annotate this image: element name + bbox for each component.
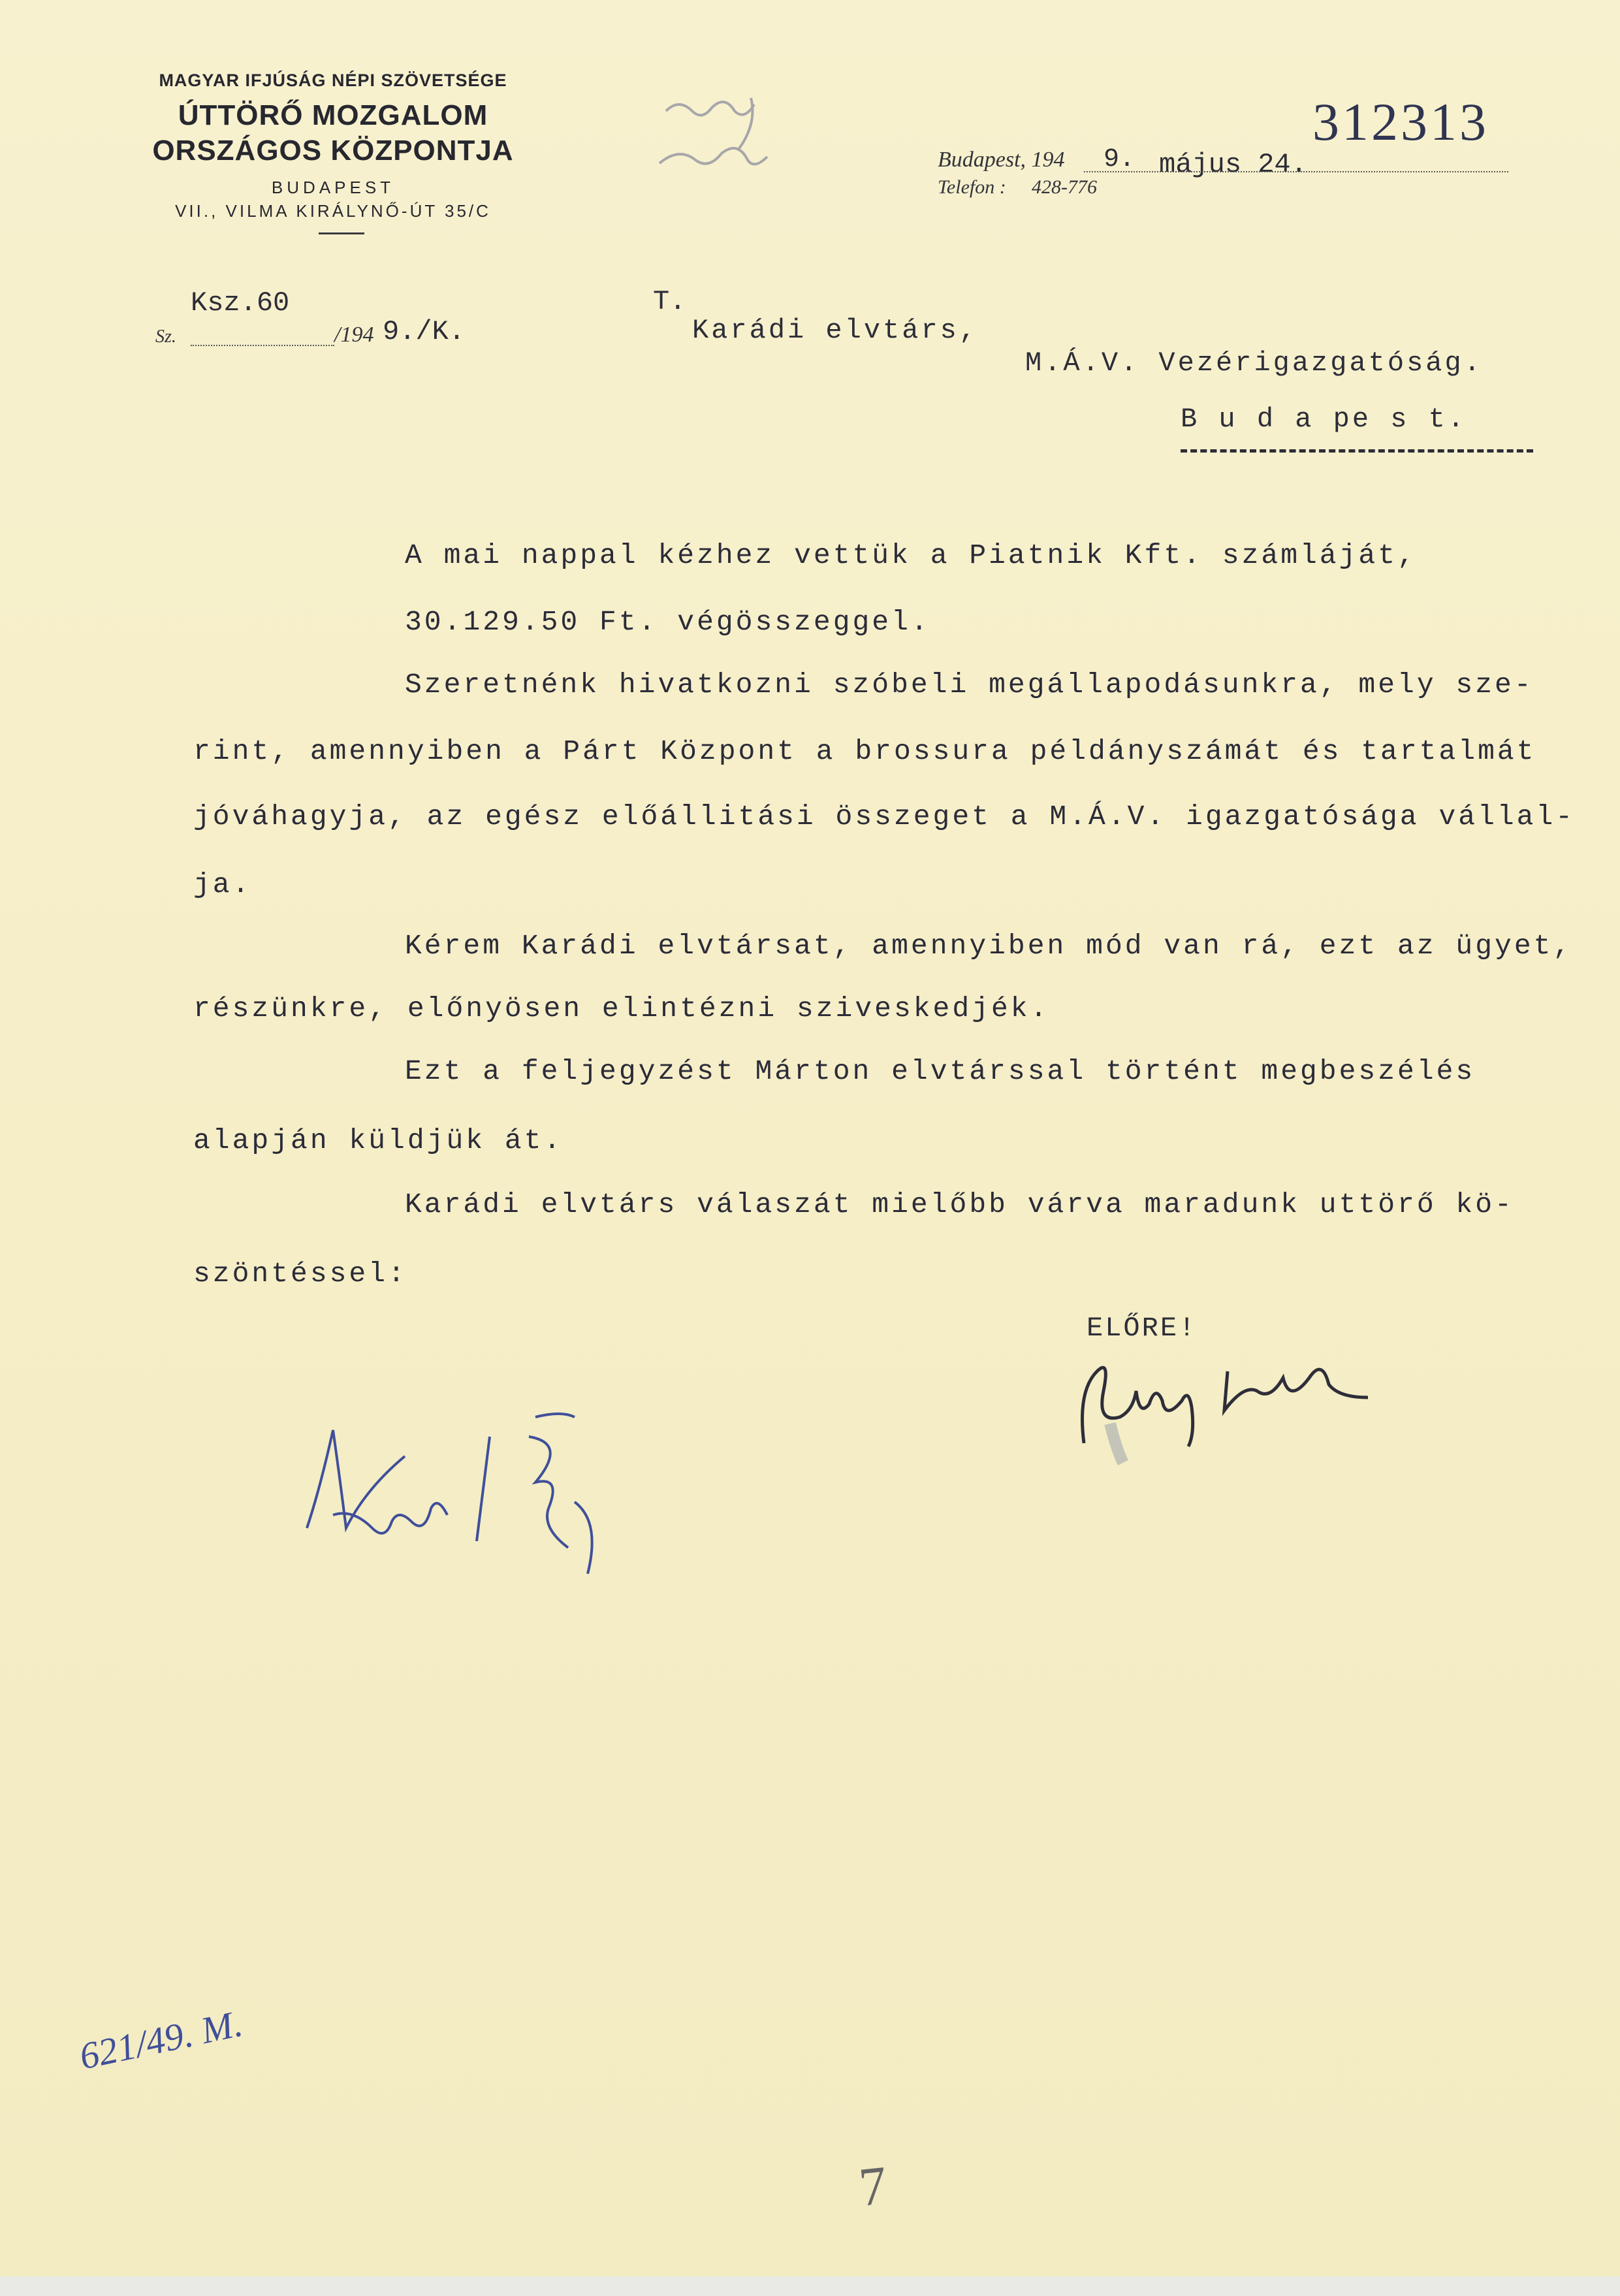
pencil-scribble-icon: [653, 85, 823, 215]
recipient-organization: M.Á.V. Vezérigazgatóság.: [1025, 347, 1483, 379]
body-line-3: Szeretnénk hivatkozni szóbeli megállapodásunkra, mely sze-: [405, 669, 1534, 701]
body-line-4: rint, amennyiben a Párt Központ a brossura példányszámát és tartalmát: [193, 735, 1536, 767]
phone-number: 428-776: [1032, 176, 1097, 198]
reference-year-prefix: /194: [334, 323, 374, 347]
body-line-7: Kérem Karádi elvtársat, amennyiben mód van rá, ezt az ügyet,: [405, 930, 1573, 962]
letterhead-city: BUDAPEST: [271, 178, 395, 197]
letterhead-organization: MAGYAR IFJÚSÁG NÉPI SZÖVETSÉGE: [159, 71, 507, 90]
date-dotted-line: [1084, 171, 1508, 172]
closing-greeting: ELŐRE!: [1087, 1313, 1198, 1344]
recipient-salutation: T.: [653, 286, 686, 317]
place-prefix: Budapest, 194: [938, 148, 1065, 172]
phone-label: Telefon :: [938, 176, 1006, 198]
body-line-9: Ezt a feljegyzést Márton elvtárssal történt megbeszélés: [405, 1055, 1476, 1087]
archive-annotation: 621/49. M.: [76, 2001, 246, 2078]
body-line-8: részünkre, előnyösen elintézni sziveskedjék.: [193, 993, 1050, 1025]
letterhead-title-line1: ÚTTÖRŐ MOZGALOM: [178, 99, 488, 131]
letter-date: május 24.: [1159, 149, 1307, 180]
letterhead-address: VII., VILMA KIRÁLYNŐ-ÚT 35/C: [175, 201, 491, 221]
recipient-name: Karádi elvtárs,: [692, 315, 979, 346]
recipient-underline: [1181, 449, 1533, 453]
signature-left-icon: [294, 1397, 699, 1613]
body-line-1: A mai nappal kézhez vettük a Piatnik Kft. számláját,: [405, 539, 1417, 571]
signature-right-icon: [1058, 1332, 1397, 1489]
body-line-12: szöntéssel:: [193, 1258, 407, 1290]
letterhead-divider: [319, 232, 364, 234]
recipient-city: B u d a pe s t.: [1181, 404, 1467, 435]
body-line-2: 30.129.50 Ft. végösszeggel.: [405, 606, 930, 638]
reference-year-suffix: 9./K.: [383, 316, 466, 347]
body-line-5: jóváhagyja, az egész előállitási összeget a M.Á.V. igazgatósága vállal-: [193, 801, 1576, 833]
reference-dotted-line: [191, 345, 334, 346]
body-line-11: Karádi elvtárs válaszát mielőbb várva maradunk uttörő kö-: [405, 1188, 1514, 1220]
document-number: 312313: [1312, 92, 1489, 151]
scan-bottom-edge: [0, 2276, 1620, 2296]
page-number: 7: [856, 2155, 890, 2218]
letterhead-title-line2: ORSZÁGOS KÖZPONTJA: [152, 135, 514, 167]
body-line-6: ja.: [193, 869, 252, 901]
reference-ksz: Ksz.60: [191, 287, 290, 319]
body-line-10: alapján küldjük át.: [193, 1124, 564, 1156]
reference-sz-label: Sz.: [155, 327, 176, 347]
year-digit: 9.: [1104, 145, 1136, 174]
